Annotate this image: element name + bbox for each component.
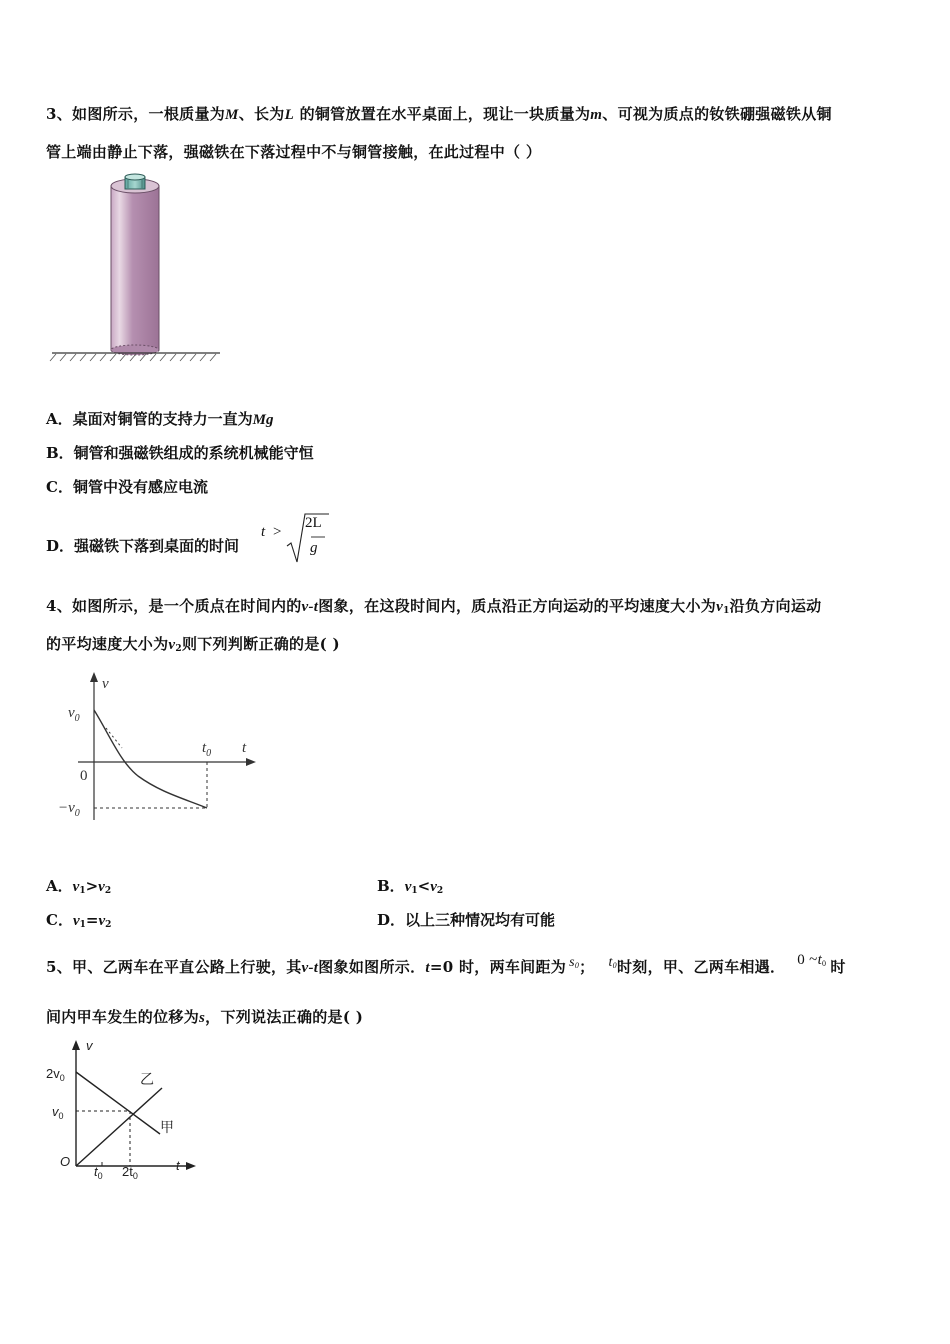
q3-text: 3、如图所示，一根质量为 — [46, 105, 226, 123]
sub: 1 — [79, 886, 86, 896]
var-v: v — [72, 879, 80, 895]
q3-option-c[interactable]: C．铜管中没有感应电流 — [46, 478, 208, 496]
q4-text: 4、如图所示，是一个质点在时间内的 — [46, 597, 302, 615]
q4-option-b[interactable] — [377, 875, 443, 896]
q5-vt-graph — [44, 1038, 204, 1180]
two-t0-label: $2t_0$ — [122, 1164, 138, 1180]
q3-text: 、长为 — [238, 105, 285, 123]
var-v: v — [98, 879, 105, 895]
op: = — [85, 911, 99, 929]
var-s: s — [569, 955, 575, 970]
vt-curve — [94, 710, 207, 808]
var-t: t — [817, 952, 823, 968]
sub: 1 — [79, 920, 86, 930]
q5-text: 时 — [830, 958, 846, 976]
q5-text: ； — [579, 958, 595, 976]
q4-text: 沿负方向运动 — [729, 597, 822, 615]
var-vt: v-t — [301, 599, 319, 615]
var-t: t — [425, 960, 430, 976]
q3-option-d[interactable] — [46, 535, 239, 556]
gt-sign: > — [273, 524, 282, 540]
q4-text: 则下列判断正确的是( ) — [181, 635, 340, 653]
sqrt-formula — [261, 510, 331, 566]
var-M: M — [225, 107, 239, 123]
sub: 0 — [822, 959, 827, 968]
q4-line2 — [46, 633, 340, 654]
sub: 0 — [612, 961, 617, 970]
y-axis-label: v — [102, 676, 109, 692]
origin-label: 0 — [80, 768, 88, 784]
sub: 2 — [104, 886, 112, 896]
q3-option-b[interactable]: B．铜管和强磁铁组成的系统机械能守恒 — [46, 444, 314, 462]
x-axis-label: t — [176, 1158, 180, 1173]
sub: 2 — [175, 644, 182, 654]
q4-text: 的平均速度大小为 — [46, 635, 169, 653]
var-v: v — [72, 913, 80, 929]
t0-label: $t_0$ — [202, 740, 212, 759]
frac-den: g — [310, 540, 318, 556]
var-s: s — [199, 1010, 206, 1026]
q3-option-a[interactable] — [46, 408, 273, 429]
var-v1: v — [716, 599, 724, 615]
op: > — [85, 877, 99, 895]
q5-text: 间内甲车发生的位移为 — [46, 1008, 200, 1026]
var-L: L — [284, 107, 295, 123]
q5-line1 — [46, 952, 846, 977]
q5-text: =0 时，两车间距为 — [429, 958, 567, 976]
var-v: v — [430, 879, 437, 895]
q4-line1 — [46, 595, 821, 616]
line-label-yi: 乙 — [140, 1071, 154, 1087]
option-text: A． — [46, 877, 73, 895]
option-text: A．桌面对铜管的支持力一直为 — [46, 410, 253, 428]
q5-text: 时刻，甲、乙两车相遇． — [616, 958, 786, 976]
q3-line1 — [46, 103, 832, 124]
q3-line2: 管上端由静止下落，强磁铁在下落过程中不与铜管接触，在此过程中（ ） — [46, 143, 542, 161]
y-axis-label: v — [86, 1038, 93, 1053]
t0-formula — [608, 955, 617, 970]
s0-formula — [569, 955, 579, 970]
range-formula — [797, 952, 826, 968]
v0-label: $v_0$ — [52, 1104, 64, 1121]
t0-label: $t_0$ — [94, 1164, 103, 1180]
sub: 0 — [574, 961, 580, 970]
neg-v0-label: $-v_0$ — [58, 800, 80, 819]
copper-tube-figure — [48, 172, 224, 368]
range-text: 0 ~ — [797, 952, 818, 968]
option-text: C． — [46, 911, 73, 929]
frac-num — [305, 515, 322, 532]
x-axis-label: t — [242, 740, 247, 756]
q4-text: 图象，在这段时间内，质点沿正方向运动的平均速度大小为 — [318, 597, 717, 615]
two-v0-label: $2v_0$ — [46, 1066, 65, 1083]
origin-label: O — [60, 1154, 71, 1169]
option-text: B． — [377, 877, 405, 895]
q5-text: 5、甲、乙两车在平直公路上行驶，其 — [46, 958, 302, 976]
line-label-jia: 甲 — [160, 1119, 174, 1135]
tube-body — [111, 186, 159, 350]
op: < — [417, 877, 431, 895]
q3-text: 、可视为质点的钕铁硼强磁铁从铜 — [602, 105, 832, 123]
var-vt: v-t — [301, 960, 319, 976]
var-v: v — [98, 913, 106, 929]
sub: 2 — [105, 920, 112, 930]
q4-option-c[interactable] — [46, 909, 111, 930]
q4-option-a[interactable] — [46, 875, 111, 896]
option-text: D．强磁铁下落到桌面的时间 — [46, 537, 240, 555]
var-v: v — [404, 879, 412, 895]
q4-vt-graph — [56, 670, 262, 830]
sub: 1 — [411, 886, 418, 896]
sub: 1 — [723, 606, 730, 616]
v0-label: $v_0$ — [68, 705, 80, 724]
sub: 2 — [436, 886, 444, 896]
var-m: m — [590, 107, 603, 123]
q5-line2 — [46, 1006, 363, 1027]
var-v2: v — [168, 637, 176, 653]
q5-text: ，下列说法正确的是( ) — [205, 1008, 364, 1026]
line-yi — [76, 1088, 162, 1166]
q5-text: 图象如图所示． — [318, 958, 426, 976]
var-t: t — [608, 955, 613, 970]
q3-text: 的铜管放置在水平桌面上，现让一块质量为 — [294, 105, 591, 123]
var-t: t — [261, 524, 266, 540]
var-Mg: Mg — [252, 412, 274, 428]
q4-option-d[interactable]: D．以上三种情况均有可能 — [377, 911, 556, 929]
frac-num-text: 2L — [305, 515, 322, 531]
